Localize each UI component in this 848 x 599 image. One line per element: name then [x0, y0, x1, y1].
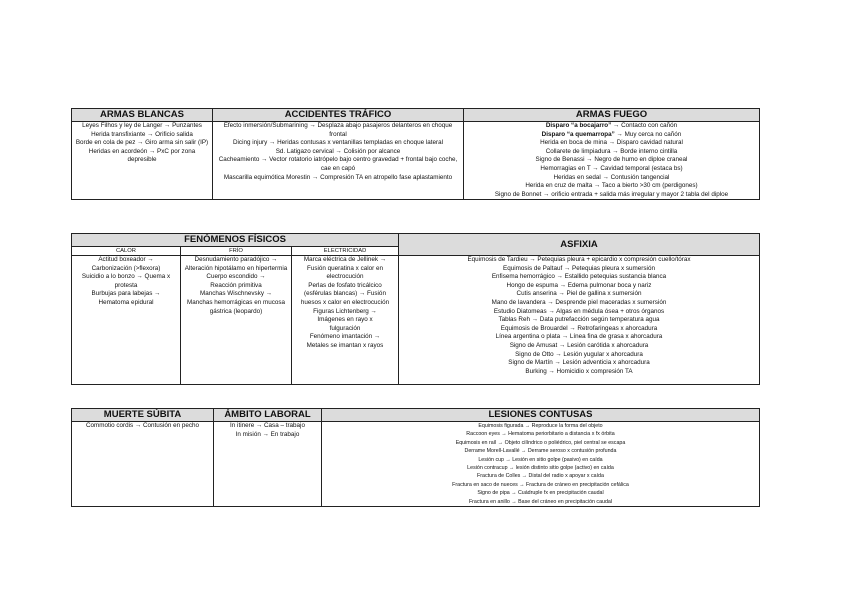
item-text: → Contacto con cañón — [611, 122, 678, 129]
list-item: Collarete de limpiadura → Borde interno cintilla — [545, 147, 678, 155]
cell-lesiones-contusas — [322, 422, 760, 507]
header-fenomenos-fisicos: FENÓMENOS FÍSICOS — [72, 234, 399, 247]
list-item: Commotio cordis → Contusión en pecho — [85, 422, 200, 429]
list-item: Manchas Wischnevsky → — [199, 290, 273, 298]
list-item: Lesión cup → Lesión en sitio golpe (pasivo) en caída — [478, 456, 603, 463]
list-item: Perlas de fosfato tricálcico (esférulas blancas) → Fusión huesos x calor en electrocución — [300, 281, 390, 306]
list-item: Cutis anserina → Piel de gallina x sumersión — [516, 290, 642, 298]
list-item: Carbonización (>flexora) — [91, 264, 161, 272]
list-item: Fractura en anillo → Base del cráneo en precipitación caudal — [468, 498, 613, 505]
list-item: Burbujas para labejas → — [91, 290, 161, 298]
table-muerte-laboral-contusas — [71, 408, 760, 507]
subheader-frio: FRÍO — [181, 247, 292, 256]
subheader-calor: CALOR — [72, 247, 181, 256]
list-item: Cuerpo escondido → — [206, 273, 266, 281]
cell-accidentes-trafico — [213, 122, 464, 200]
cell-armas-blancas — [72, 122, 213, 200]
list-item: Metales se imantan x rayos — [306, 341, 384, 349]
list-item: Enfisema hemorrágico → Estallido petequias sustancia blanca — [491, 273, 667, 281]
cell-electricidad — [292, 256, 399, 385]
list-item — [466, 122, 757, 131]
list-item: Raccoon eyes → Hematoma periorbitario a distancia x fx órbita — [466, 431, 615, 438]
list-item: In itinere → Casa – trabajo — [230, 422, 305, 429]
list-item: Signo de Otto → Lesión yugular x ahorcadura — [515, 350, 643, 358]
cell-frio — [181, 256, 292, 385]
list-item: Signo de Bonnet → orificio entrada + salida más irregular y mayor 2 tabla del diploe — [494, 190, 729, 198]
list-item — [466, 131, 757, 140]
header-armas-fuego: ARMAS FUEGO — [464, 109, 760, 122]
list-item: Reacción primitiva — [210, 281, 262, 289]
list-item: Fractura en saco de nueces → Fractura de cráneo en precipitación cefálica — [452, 481, 629, 488]
item-term: Disparo “a bocajarro” — [545, 122, 612, 129]
cell-muerte-subita — [72, 422, 214, 507]
header-ambito-laboral: ÁMBITO LABORAL — [214, 409, 322, 422]
list-item: Tablas Reh → Data putrefacción según temperatura agua — [498, 316, 660, 324]
item-term: Disparo “a quemarropa” — [541, 130, 615, 138]
list-item: Leyes Filhos y ley de Langer → Punzantes — [82, 122, 202, 129]
list-item: Burking → Homicidio x compresión TA — [525, 367, 633, 375]
list-item: Figuras Lichtenberg → — [313, 307, 377, 315]
list-item: Equimosis en raíl → Objeto cilíndrico o poliédrico, piel central se escapa — [455, 439, 626, 446]
list-item: In misión → En trabajo — [235, 430, 300, 438]
list-item: Cacheamiento → Vector rotatorio iatrópelo bajo centro gravedad + frontal bajo coche, cae en capó — [218, 156, 458, 172]
list-item: Hematoma epidural — [98, 298, 154, 306]
list-item: Borde en cola de pez → Giro arma sin salir (IP) — [75, 139, 209, 147]
list-item: Marca eléctrica de Jellinek → — [303, 256, 387, 263]
list-item: Estudio Diatomeas → Algas en médula ósea + otros órganos — [493, 307, 665, 315]
table-armas-accidentes — [71, 108, 760, 200]
list-item: Equimosis de Paltauf → Petequias pleura x sumersión — [503, 264, 655, 272]
cell-calor — [72, 256, 181, 385]
list-item: Dicing injury → Heridas contusas x ventanillas templadas en choque lateral — [232, 139, 443, 147]
list-item: Equimosis de Brouardel → Retrofaringeas x ahorcadura — [500, 324, 658, 332]
list-item: Signo de Amusat → Lesión carótida x ahorcadura — [509, 341, 649, 349]
list-item: Sd. Latigazo cervical → Colisión por alcance — [275, 147, 401, 155]
item-text: → Muy cerca no cañón — [614, 130, 682, 138]
list-item: Herida transfixiante → Orificio salida — [91, 130, 193, 138]
cell-armas-fuego — [464, 122, 760, 200]
list-item: Alteración hipotálamo en hipertermia — [184, 264, 288, 272]
list-item: Derrame Morell-Lavallé → Derrame seroso x contusión profunda — [464, 448, 617, 455]
subheader-electricidad: ELECTRICIDAD — [292, 247, 399, 256]
cell-ambito-laboral — [214, 422, 322, 507]
list-item: Suicidio a lo bonzo → Quema x protesta — [81, 273, 171, 289]
header-asfixia: ASFIXIA — [399, 234, 760, 256]
list-item: Imágenes en rayo x — [317, 316, 373, 324]
list-item: Herida en cruz de malta → Taco a bierto >30 cm (perdigones) — [525, 182, 698, 190]
list-item: Lesión contracup → lesión distinto sitio golpe (activo) en caída — [467, 465, 614, 472]
list-item: Equimosis figurada → Reproduce la forma del objeto — [478, 423, 603, 429]
table-fenomenos-asfixia — [71, 233, 760, 385]
list-item: Línea argentina o plata → Línea fina de grasa x ahorcadura — [495, 333, 663, 341]
header-muerte-subita: MUERTE SÚBITA — [72, 409, 214, 422]
list-item: Signo de Benassi → Negro de humo en diploe craneal — [535, 156, 688, 164]
header-lesiones-contusas: LESIONES CONTUSAS — [322, 409, 760, 422]
list-item: Equimosis de Tardieu → Petequias pleura + epicardio x compresión cuello/tórax — [467, 256, 691, 263]
list-item: Hongo de espuma → Edema pulmonar boca y nariz — [506, 281, 652, 289]
list-item: Fractura de Colles → Distal del radio x apoyar x caída — [477, 473, 604, 480]
list-item: Signo de Martín → Lesión adventicia x ahorcadura — [508, 359, 650, 367]
list-item: Fenómeno imantación → — [309, 333, 381, 341]
list-item: Mano de lavandera → Desprende piel maceradas x sumersión — [491, 298, 667, 306]
list-item: Desnudamiento paradójico → — [194, 256, 278, 263]
list-item: Mascarilla equimótica Morestin → Compresión TA en atropello fase aplastamiento — [223, 173, 453, 181]
header-accidentes-trafico: ACCIDENTES TRÁFICO — [213, 109, 464, 122]
list-item: Herida en boca de mina → Disparo cavidad natural — [540, 139, 683, 147]
list-item: Manchas hemorrágicas en mucosa gástrica (leopardo) — [187, 298, 285, 315]
list-item: Actitud boxeador → — [98, 256, 154, 263]
list-item: fulguración — [329, 324, 361, 332]
list-item: Fusión queratina x calor en electrocución — [307, 264, 383, 281]
cell-asfixia — [399, 256, 760, 385]
list-item: Heridas en acordeón → PxC por zona depresible — [88, 147, 196, 164]
header-armas-blancas: ARMAS BLANCAS — [72, 109, 213, 122]
list-item: Efecto inmersión/Submarining → Desplaza abajo pasajeros delanteros en choque frontal — [223, 122, 453, 138]
list-item: Hemorragias en T → Cavidad temporal (estaca bs) — [540, 164, 683, 172]
list-item: Heridas en sedal → Contusión tangencial — [553, 173, 670, 181]
list-item: Signo de pipa → Cuádruple fx en precipitación caudal — [477, 490, 604, 497]
